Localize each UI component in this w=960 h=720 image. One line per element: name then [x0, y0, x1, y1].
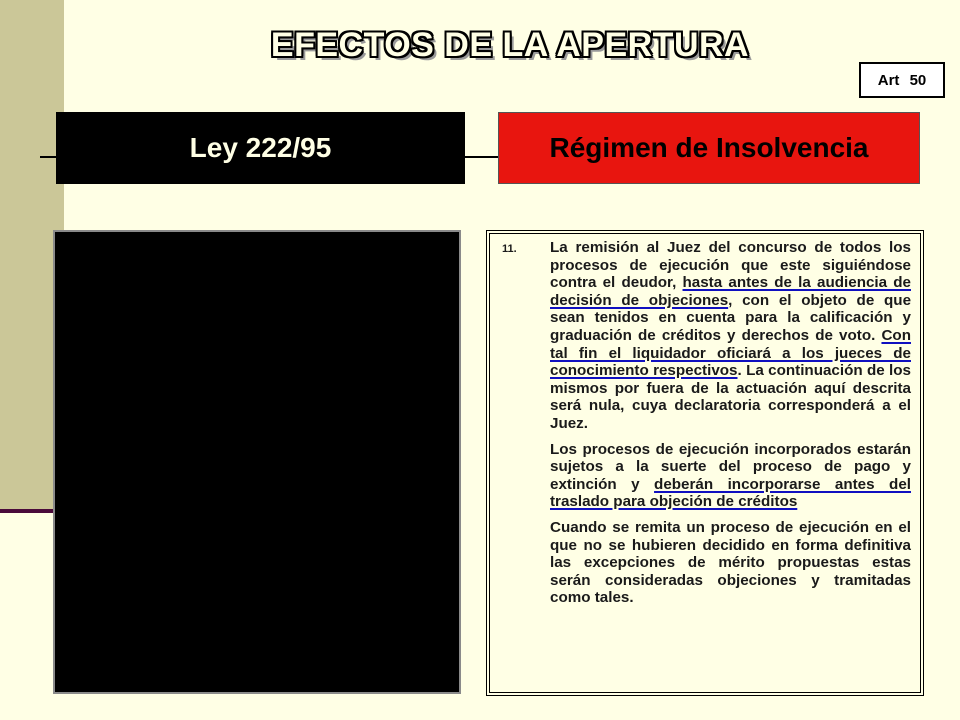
paragraph-1: [550, 239, 911, 433]
header-ley-222: Ley 222/95: [56, 112, 465, 184]
paragraph-1-underlined-b: Con tal fin el liquidador oficiará a los jueces de conocimiento respectivos: [550, 326, 911, 380]
decorative-sidebar-line: [0, 509, 56, 513]
paragraph-1-underlined-a: hasta antes de la audiencia de decisión de objeciones: [550, 274, 911, 309]
header-regimen-insolvencia: Régimen de Insolvencia: [498, 112, 920, 184]
paragraph-1-text-c: . La continuación de los mismos por fuera de la actuación aquí descrita será nula, cuya declaratoria corresponderá a el Juez.: [550, 362, 911, 432]
paragraph-2: [550, 441, 911, 511]
list-item: [502, 239, 911, 433]
paragraph-1-text-a: La remisión al Juez del concurso de todos los procesos de ejecución que este siguiéndose contra el deudor,: [550, 239, 911, 292]
connector-line-middle: [465, 156, 498, 158]
paragraph-3-text: Cuando se remita un proceso de ejecución en el que no se hubieren decidido en forma definitiva las excepciones de mérito propuestas estas serán consideradas objeciones y tramitadas como tales.: [550, 518, 911, 607]
text-panel-inner: [489, 233, 921, 693]
list-item-number: 11.: [502, 243, 517, 255]
article-badge: Art 50: [859, 62, 945, 98]
paragraph-3: [550, 519, 911, 607]
left-content-panel: [53, 230, 461, 694]
paragraph-2-text: Los procesos de ejecución incorporados estarán sujetos a la suerte del proceso de pago y extinción y: [550, 440, 911, 493]
paragraph-2-underlined: deberán incorporarse antes del traslado para objeción de créditos: [550, 475, 911, 511]
slide-title: EFECTOS DE LA APERTURA: [270, 26, 750, 64]
right-text-panel: [486, 230, 924, 696]
paragraph-1-text-b: , con el objeto de que sean tenidos en cuenta para la calificación y graduación de créditos y derechos de voto.: [550, 291, 912, 344]
